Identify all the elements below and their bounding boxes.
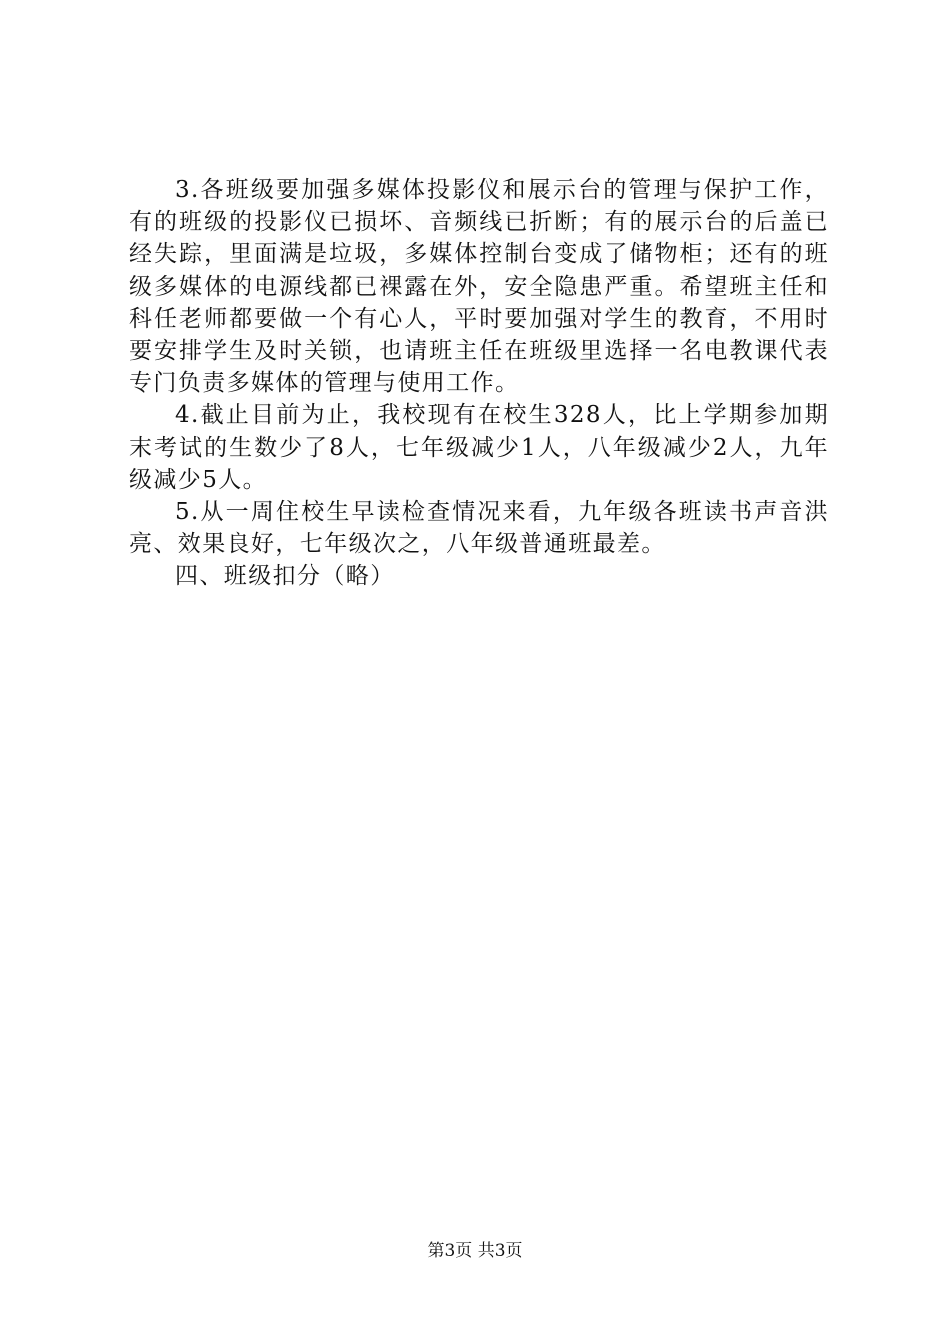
page-number-footer: 第3页 共3页 xyxy=(427,1241,523,1261)
paragraph-item-3-multimedia: 3.各班级要加强多媒体投影仪和展示台的管理与保护工作，有的班级的投影仪已损坏、音频线已折断；有的展示台的后盖已经失踪，里面满是垃圾，多媒体控制台变成了储物柜；还有的班级多媒体的电源线都已裸露在外，安全隐患严重。希望班主任和科任老师都要做一个有心人，平时要加强对学生的教育，不用时要安排学生及时关锁，也请班主任在班级里选择一名电教课代表专门负责多媒体的管理与使用工作。 xyxy=(129,177,829,397)
paragraph-item-5-morning-reading: 5.从一周住校生早读检查情况来看，九年级各班读书声音洪亮、效果良好，七年级次之，八年级普通班最差。 xyxy=(129,499,829,558)
paragraph-item-4-enrollment: 4.截止目前为止，我校现有在校生328人，比上学期参加期末考试的生数少了8人，七年级减少1人，八年级减少2人，九年级减少5人。 xyxy=(129,402,829,493)
section-heading-class-deductions: 四、班级扣分（略） xyxy=(175,563,395,590)
document-body xyxy=(129,174,829,593)
